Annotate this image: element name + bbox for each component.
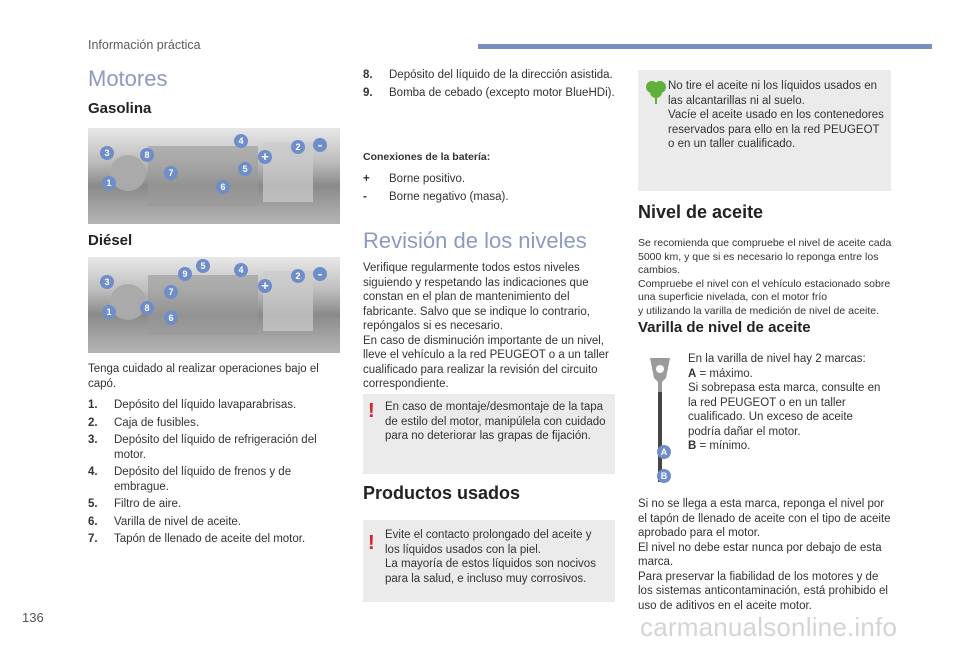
eco-text: No tire el aceite ni los líquidos usados en las alcantarillas ni al suelo. Vacíe el aceite usado en los contenedores reservados para ello en la red PEUGEOT o en un taller cualificado.	[668, 80, 884, 150]
revision-title: Revisión de los niveles	[363, 228, 587, 253]
gasolina-title: Gasolina	[88, 100, 152, 117]
engine-marker: 4	[234, 263, 248, 277]
dipstick-illustration	[640, 356, 680, 486]
montaje-warning-box	[363, 394, 615, 474]
diesel-title: Diésel	[88, 232, 133, 249]
productos-title: Productos usados	[363, 483, 521, 503]
component-list	[88, 398, 340, 550]
mark-a-line: A = máximo.	[688, 367, 753, 380]
list-item: 5. Filtro de aire.	[88, 498, 182, 510]
engine-marker: 8	[140, 148, 154, 162]
engine-marker: 8	[140, 301, 154, 315]
engine-marker: 1	[102, 305, 116, 319]
montaje-warning-text: En caso de montaje/desmontaje de la tapa de estilo del motor, manipúlela con cuidado para no deteriorar las grapas de fijación.	[385, 401, 606, 442]
list-item: 9. Bomba de cebado (excepto motor BlueHDi).	[363, 86, 615, 99]
header-bar	[478, 44, 932, 49]
bateria-list	[363, 172, 615, 207]
engine-marker: 5	[196, 259, 210, 273]
list-item: 8. Depósito del líquido de la dirección asistida.	[363, 69, 613, 81]
engine-marker: 2	[291, 140, 305, 154]
list-item: 7. Tapón de llenado de aceite del motor.	[88, 533, 306, 545]
eco-box	[638, 70, 891, 191]
engine-marker: 3	[100, 146, 114, 160]
warning-icon: !	[368, 400, 375, 422]
varilla-description	[688, 352, 888, 454]
engine-marker: 2	[291, 269, 305, 283]
list-item: 1. Depósito del líquido lavaparabrisas.	[88, 399, 297, 411]
aceite-text: Se recomienda que compruebe el nivel de aceite cada 5000 km, y que si es necesario lo reponga entre los cambios. Compruebe el nivel con el vehículo estacionado sobre una superficie nivelada, con el motor frío y utilizando la varilla de medición de nivel de aceite.	[638, 237, 892, 317]
engine-marker: 9	[178, 267, 192, 281]
revision-text: Verifique regularmente todos estos niveles siguiendo y respetando las indicaciones que constan en el plan de mantenimiento del fabricante. Salvo que se indique lo contrario, repóngalos si es necesario. En caso de disminución importante de un nivel, lleve el vehículo a la red PEUGEOT o a un taller cualificado para realizar la revisión del circuito correspondiente.	[363, 262, 609, 390]
engine-marker: 5	[238, 162, 252, 176]
engine-marker: 3	[100, 275, 114, 289]
engine-marker: 7	[164, 285, 178, 299]
engine-marker: 4	[234, 134, 248, 148]
engine-marker: 1	[102, 176, 116, 190]
dipstick-marker-b: B	[657, 469, 671, 483]
dipstick-marker-a: A	[657, 445, 671, 459]
engine-marker-minus: -	[313, 138, 327, 152]
page-number: 136	[22, 610, 44, 625]
list-item: 3. Depósito del líquido de refrigeración del motor.	[88, 434, 317, 461]
caution-text: Tenga cuidado al realizar operaciones bajo el capó.	[88, 363, 319, 390]
aceite-title: Nivel de aceite	[638, 202, 764, 222]
list-item: 6. Varilla de nivel de aceite.	[88, 515, 241, 528]
varilla-intro: En la varilla de nivel hay 2 marcas:	[688, 353, 866, 365]
diesel-engine-photo	[88, 257, 340, 353]
list-item: - Borne negativo (masa).	[363, 190, 509, 203]
watermark: carmanualsonline.info	[640, 612, 898, 642]
productos-warning-text: Evite el contacto prolongado del aceite y los líquidos usados con la piel. La mayoría de estos líquidos son nocivos para la salud, e incluso muy corrosivos.	[385, 529, 596, 585]
engine-marker-minus: -	[313, 267, 327, 281]
engine-marker: 6	[164, 311, 178, 325]
list-item: 2. Caja de fusibles.	[88, 416, 200, 429]
list-item: + Borne positivo.	[363, 173, 466, 185]
engine-marker-plus: +	[258, 150, 272, 164]
aceite-final-text: Si no se llega a esta marca, reponga el nivel por el tapón de llenado de aceite con el tipo de aceite aprobado para el motor. El nivel no debe estar nunca por debajo de esta marca. Para preservar la fiabilidad de los motores y de los sistemas anticontaminación, está prohibido el uso de aditivos en el aceite motor.	[638, 498, 891, 612]
varilla-title: Varilla de nivel de aceite	[638, 319, 811, 336]
engine-marker-plus: +	[258, 279, 272, 293]
motores-title: Motores	[88, 66, 168, 91]
engine-marker: 7	[164, 166, 178, 180]
leaf-icon	[644, 78, 668, 104]
warning-icon: !	[368, 532, 375, 554]
productos-warning-box	[363, 520, 615, 602]
mark-b-line: B = mínimo.	[688, 440, 751, 452]
list-item: 4. Depósito del líquido de frenos y de embrague.	[88, 466, 292, 493]
engine-marker: 6	[216, 180, 230, 194]
component-list-continued	[363, 68, 615, 103]
gasolina-engine-photo	[88, 128, 340, 224]
page-header-title: Información práctica	[88, 38, 201, 52]
varilla-mid: Si sobrepasa esta marca, consulte en la red PEUGEOT o en un taller cualificado. Un exceso de aceite podría dañar el motor.	[688, 382, 881, 438]
bateria-title: Conexiones de la batería:	[363, 151, 491, 163]
